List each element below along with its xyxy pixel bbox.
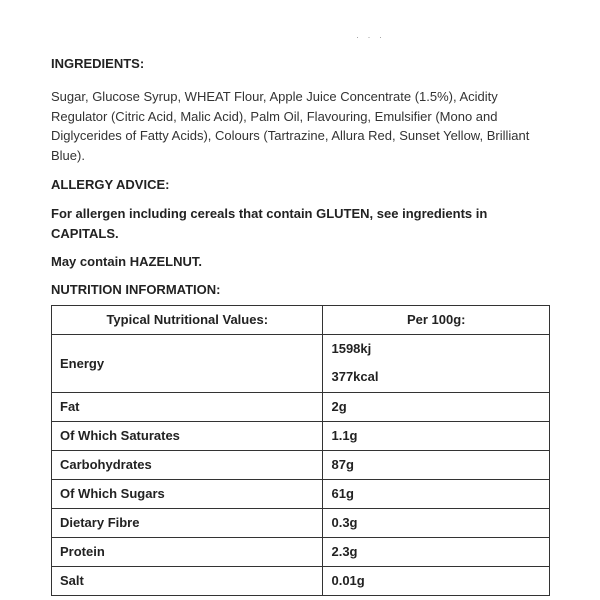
- nutrition-header-row: [52, 305, 550, 334]
- nutrition-value: 87g: [323, 450, 550, 479]
- nutrition-row-sugars: [52, 479, 550, 508]
- energy-kcal-value: 377kcal: [331, 369, 379, 384]
- ingredients-heading: INGREDIENTS:: [51, 56, 145, 71]
- nutrition-table: [51, 305, 550, 596]
- allergy-text-gluten: For allergen including cereals that contain GLUTEN, see ingredients in CAPITALS.: [51, 206, 488, 241]
- nutrition-label: Of Which Sugars: [52, 479, 323, 508]
- nutrition-label: Salt: [52, 566, 323, 595]
- nutrition-value: 2.3g: [323, 537, 550, 566]
- nutrition-label: Fat: [52, 392, 323, 421]
- nutrition-row-salt: [52, 566, 550, 595]
- nutrition-value: 1.1g: [323, 421, 550, 450]
- nutrition-label: Carbohydrates: [52, 450, 323, 479]
- allergy-text-hazelnut: May contain HAZELNUT.: [51, 254, 202, 269]
- nutrition-value-energy: [323, 334, 550, 392]
- nutrition-label: Energy: [52, 334, 323, 392]
- nutrition-heading: NUTRITION INFORMATION:: [51, 281, 221, 297]
- nutrition-row-saturates: [52, 421, 550, 450]
- nutrition-value: 0.01g: [323, 566, 550, 595]
- nutrition-row-protein: [52, 537, 550, 566]
- nutrition-row-fibre: [52, 508, 550, 537]
- nutrition-row-energy: [52, 334, 550, 392]
- top-artifact: · · ·: [356, 32, 385, 42]
- nutrition-col-header-per100g: Per 100g:: [323, 305, 550, 334]
- allergy-heading: ALLERGY ADVICE:: [51, 177, 170, 192]
- nutrition-row-fat: [52, 392, 550, 421]
- nutrition-col-header-values: Typical Nutritional Values:: [52, 305, 323, 334]
- product-info: [51, 55, 553, 596]
- nutrition-label: Of Which Saturates: [52, 421, 323, 450]
- nutrition-value: 2g: [323, 392, 550, 421]
- nutrition-value: 0.3g: [323, 508, 550, 537]
- ingredients-text: Sugar, Glucose Syrup, WHEAT Flour, Apple Juice Concentrate (1.5%), Acidity Regulator (Citric Acid, Malic Acid), Palm Oil, Flavouring, Emulsifier (Mono and Diglycerides of Fatty Acids), Colours (Tartrazine, Allura Red, Sunset Yellow, Brilliant Blue).: [51, 89, 530, 163]
- nutrition-row-carbohydrates: [52, 450, 550, 479]
- nutrition-label: Dietary Fibre: [52, 508, 323, 537]
- nutrition-value: 61g: [323, 479, 550, 508]
- nutrition-label: Protein: [52, 537, 323, 566]
- energy-kj-value: 1598kj: [331, 341, 372, 356]
